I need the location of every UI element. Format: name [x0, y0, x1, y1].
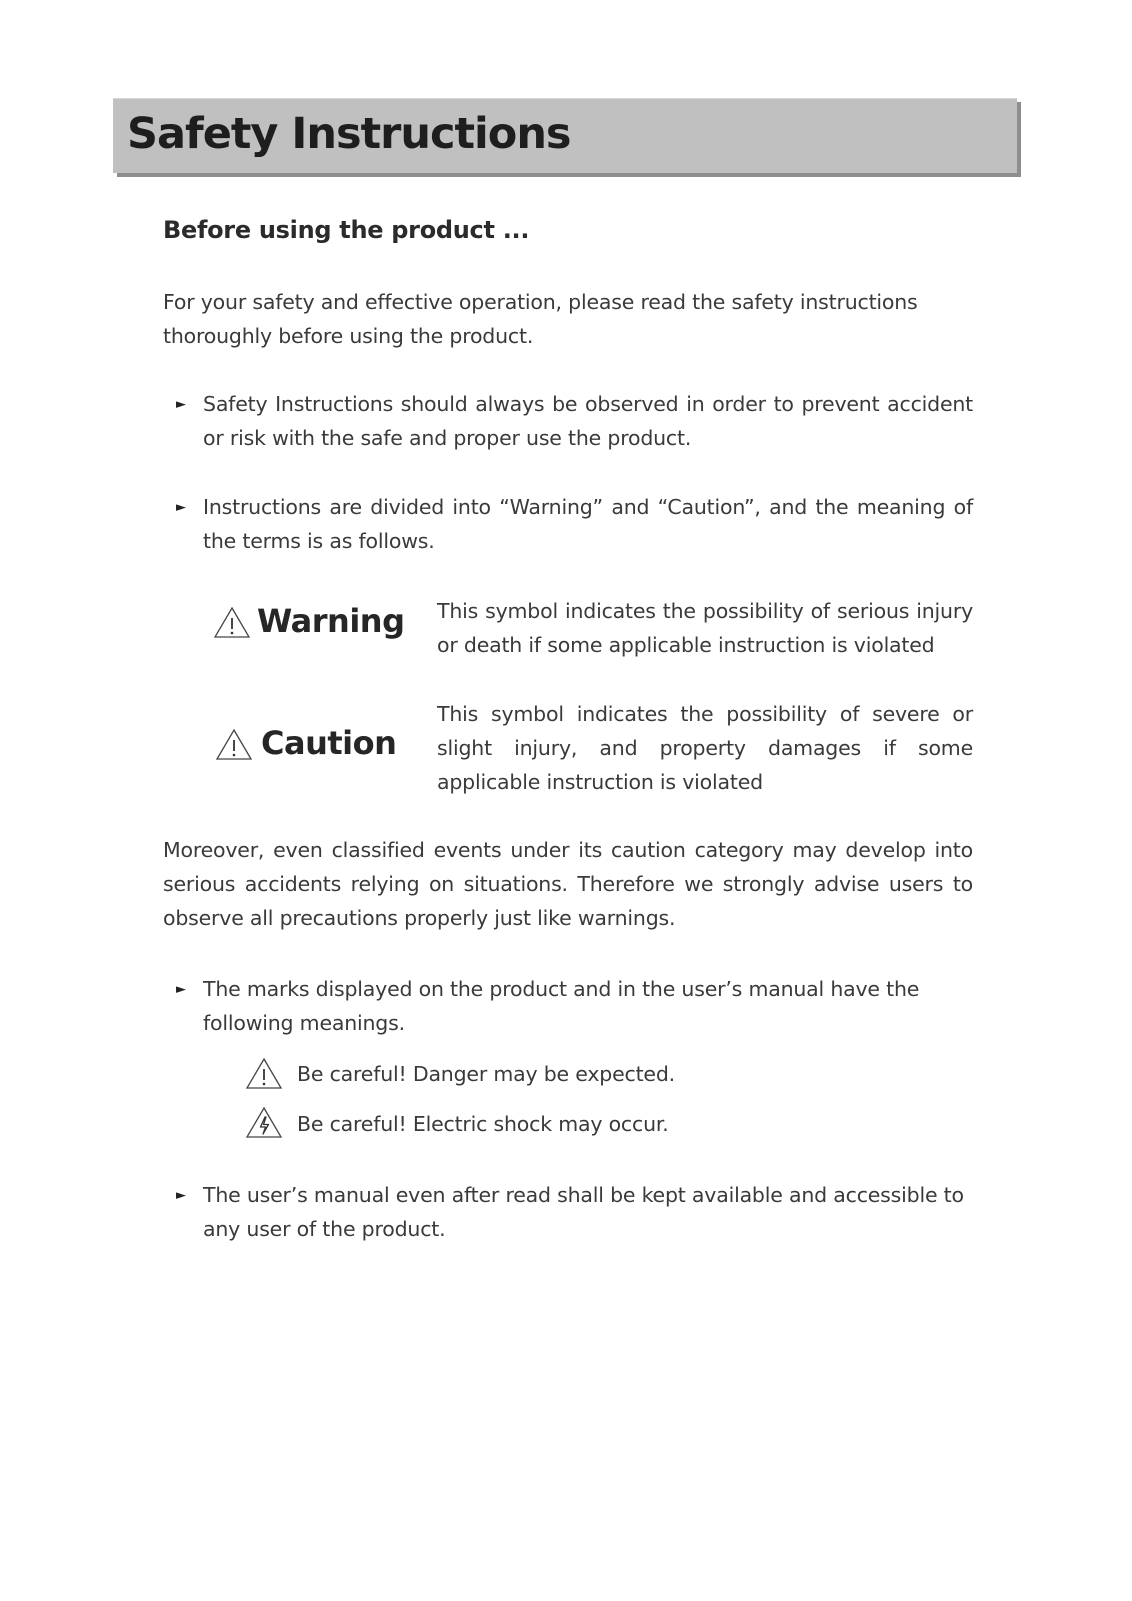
section-title: Before using the product ...: [163, 216, 530, 244]
warning-triangle-icon: [213, 606, 251, 639]
bullet-arrow-icon: ►: [176, 1188, 186, 1203]
header-bar: [113, 98, 1017, 173]
bullet-observe: Safety Instructions should always be observed in order to prevent accident or risk with the safe and proper use the product.: [203, 392, 973, 450]
caution-triangle-icon: [215, 728, 253, 761]
caution-description: This symbol indicates the possibility of severe or slight injury, and property damages if some applicable instruction is violated: [437, 702, 973, 794]
danger-triangle-icon: [245, 1057, 283, 1090]
warning-description: This symbol indicates the possibility of serious injury or death if some applicable instruction is violated: [437, 599, 973, 657]
intro-paragraph: For your safety and effective operation, please read the safety instructions thoroughly before using the product.: [163, 290, 918, 348]
bullet-arrow-icon: ►: [176, 982, 186, 997]
warning-label: Warning: [257, 602, 405, 640]
bullet-manual: The user’s manual even after read shall be kept available and accessible to any user of the product.: [203, 1183, 964, 1241]
bullet-arrow-icon: ►: [176, 397, 186, 412]
mark-electric-text: Be careful! Electric shock may occur.: [297, 1112, 669, 1136]
bullet-divided: Instructions are divided into “Warning” and “Caution”, and the meaning of the terms is as follows.: [203, 495, 973, 553]
bullet-arrow-icon: ►: [176, 500, 186, 515]
mark-danger-text: Be careful! Danger may be expected.: [297, 1062, 675, 1086]
moreover-paragraph: Moreover, even classified events under its caution category may develop into serious accidents relying on situations. Therefore we strongly advise users to observe all precautions properly just like warnings.: [163, 838, 973, 930]
electric-shock-triangle-icon: [245, 1106, 283, 1139]
bullet-marks: The marks displayed on the product and in the user’s manual have the following meanings.: [203, 977, 920, 1035]
page-title: Safety Instructions: [127, 109, 571, 159]
caution-label: Caution: [261, 724, 397, 762]
